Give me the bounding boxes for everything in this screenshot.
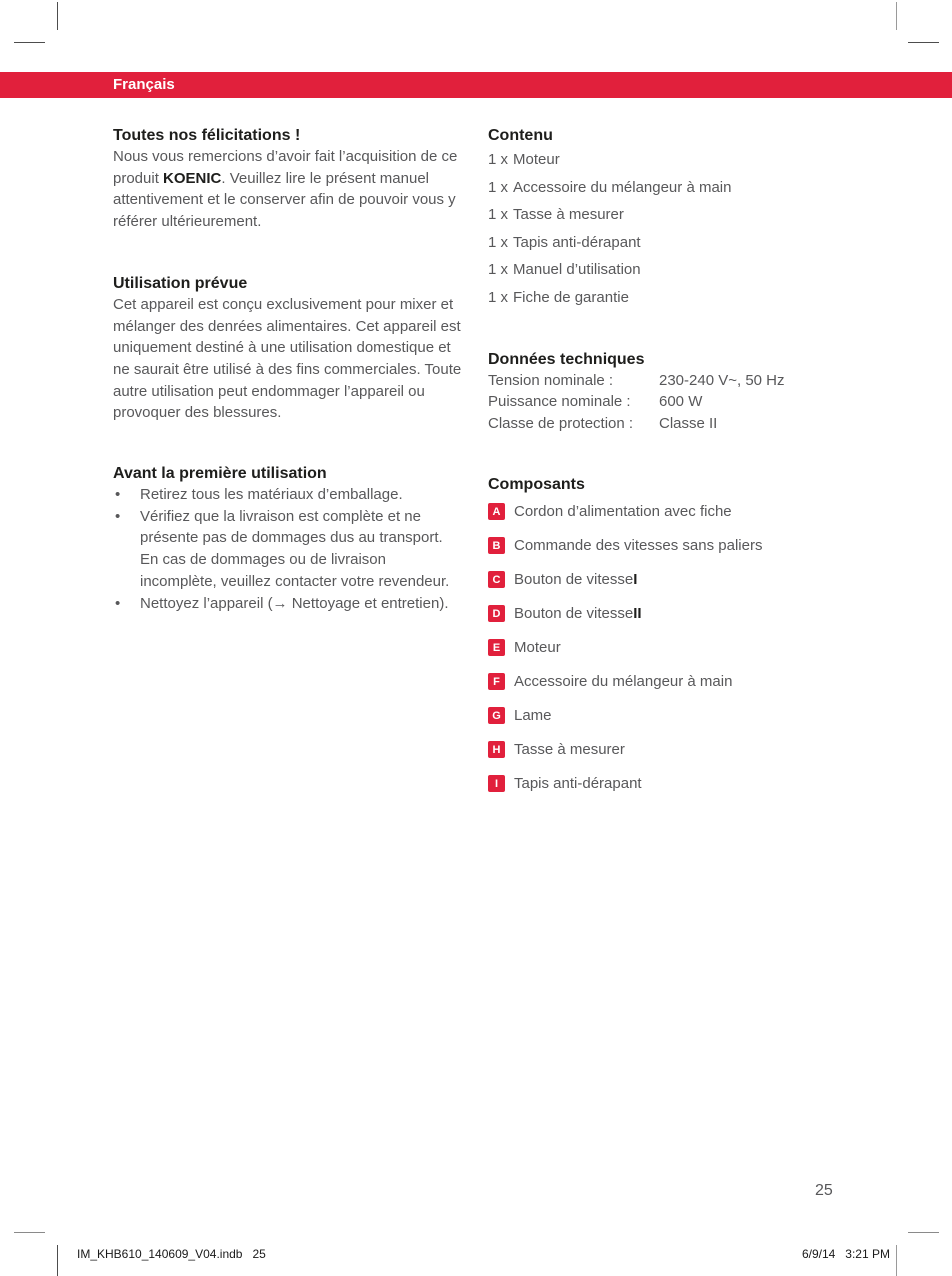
- crop-mark-top-left-vertical: [57, 2, 58, 30]
- component-badge-d: D: [488, 605, 505, 622]
- component-badge-f: F: [488, 673, 505, 690]
- table-row: Tension nominale : 230-240 V~, 50 Hz: [488, 371, 785, 389]
- list-item: G Lame: [488, 699, 872, 733]
- list-item: 1 x Accessoire du mélangeur à main: [488, 178, 732, 196]
- intended-use-body: Cet appareil est conçu exclusivement pour mixer et mélanger des denrées alimentaires. Cet appareil est uniquement destiné à une utilisation domestique et ne saurait être utilisé à des fins commerciales. Toute autre utilisation peut endommager l’appareil ou provoquer des blessures.: [113, 295, 462, 422]
- components-list: [488, 495, 872, 801]
- crop-mark-top-left-horizontal: [14, 42, 45, 43]
- table-row: Puissance nominale : 600 W: [488, 393, 703, 411]
- list-item: 1 x Tasse à mesurer: [488, 206, 624, 224]
- language-label: Français: [113, 76, 175, 93]
- section-before-first-use: [113, 464, 465, 614]
- section-intended-use: [113, 274, 465, 424]
- component-badge-i: I: [488, 775, 505, 792]
- left-column: [113, 120, 465, 614]
- crop-mark-bottom-left-horizontal: [14, 1232, 45, 1233]
- congratulations-body-pre: Nous vous remercions d’avoir fait l’acquisition de ce produit: [113, 148, 458, 187]
- component-badge-a: A: [488, 503, 505, 520]
- crop-mark-bottom-left-vertical: [57, 1245, 58, 1276]
- contents-list: [488, 146, 872, 312]
- contents-title: Contenu: [488, 127, 553, 144]
- congratulations-title: Toutes nos félicitations !: [113, 127, 301, 144]
- technical-data-title: Données techniques: [488, 350, 645, 368]
- section-technical-data: [488, 350, 872, 435]
- list-item: 1 x Fiche de garantie: [488, 288, 629, 306]
- list-item: C Bouton de vitesse I: [488, 563, 872, 597]
- list-item: E Moteur: [488, 631, 872, 665]
- component-badge-h: H: [488, 741, 505, 758]
- brand-name: KOENIC: [163, 169, 222, 187]
- list-item: B Commande des vitesses sans paliers: [488, 529, 872, 563]
- component-badge-c: C: [488, 571, 505, 588]
- component-badge-g: G: [488, 707, 505, 724]
- right-column: [488, 120, 872, 801]
- list-item: D Bouton de vitesse II: [488, 597, 872, 631]
- components-title: Composants: [488, 475, 585, 493]
- before-first-use-title: Avant la première utilisation: [113, 465, 327, 483]
- list-item: I Tapis anti-dérapant: [488, 767, 872, 801]
- list-item: • Vérifiez que la livraison est complète et ne présente pas de dommages dus au transport. En cas de dommages ou de livraison incomplète, veuillez contacter votre revendeur.: [113, 506, 465, 593]
- congratulations-body-post: . Veuillez lire le présent manuel attentivement et le conserver afin de pouvoir vous y référer ultérieurement.: [113, 169, 456, 231]
- list-item: 1 x Moteur: [488, 151, 560, 168]
- before-first-use-list: [113, 484, 465, 614]
- technical-data-table: [488, 370, 872, 435]
- list-item: 1 x Tapis anti-dérapant: [488, 233, 641, 251]
- page-number: 25: [815, 1182, 833, 1199]
- list-item: F Accessoire du mélangeur à main: [488, 665, 872, 699]
- footer-timestamp: 6/9/14 3:21 PM: [801, 1247, 890, 1261]
- section-components: [488, 475, 872, 801]
- list-item: A Cordon d’alimentation avec fiche: [488, 495, 872, 529]
- intended-use-title: Utilisation prévue: [113, 274, 248, 292]
- congratulations-body: [113, 146, 465, 233]
- component-badge-b: B: [488, 537, 505, 554]
- list-item: H Tasse à mesurer: [488, 733, 872, 767]
- footer-filename: IM_KHB610_140609_V04.indb 25: [77, 1247, 266, 1261]
- list-item: 1 x Manuel d’utilisation: [488, 261, 641, 279]
- component-badge-e: E: [488, 639, 505, 656]
- section-congratulations: [113, 126, 465, 233]
- crop-mark-top-right-horizontal: [908, 42, 939, 43]
- crop-mark-bottom-right-horizontal: [908, 1232, 939, 1233]
- table-row: Classe de protection : Classe II: [488, 414, 718, 432]
- section-contents: [488, 126, 872, 312]
- crop-mark-top-right-vertical: [896, 2, 897, 30]
- list-item: • Retirez tous les matériaux d’emballage.: [113, 484, 465, 506]
- crop-mark-bottom-right-vertical: [896, 1245, 897, 1276]
- list-item: • Nettoyez l’appareil (→ Nettoyage et entretien).: [113, 593, 465, 615]
- language-header-bar: [0, 72, 952, 98]
